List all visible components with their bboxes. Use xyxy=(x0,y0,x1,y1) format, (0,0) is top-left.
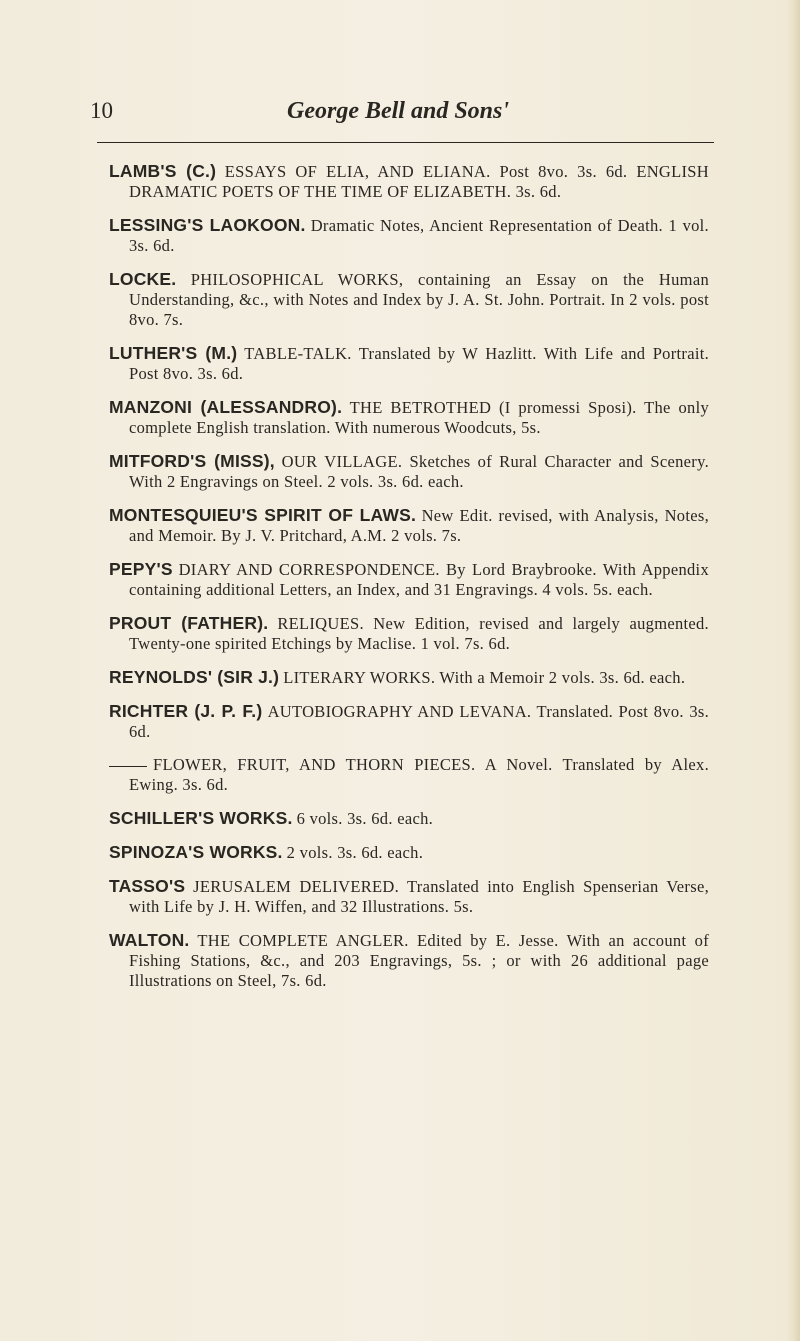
catalogue-entry xyxy=(109,397,709,438)
catalogue-entries xyxy=(109,161,709,1004)
catalogue-entry xyxy=(109,930,709,991)
catalogue-entry xyxy=(109,613,709,654)
running-title: George Bell and Sons' xyxy=(287,98,510,124)
entry-author: REYNOLDS' (SIR J.) xyxy=(109,667,280,687)
catalogue-entry xyxy=(109,559,709,600)
entry-text: DIARY AND CORRESPONDENCE. By Lord Braybrooke. With Appendix containing additional Letters, an Index, and 31 Engravings. 4 vols. 5s. each. xyxy=(129,560,709,599)
catalogue-entry xyxy=(109,701,709,742)
catalogue-entry xyxy=(109,343,709,384)
entry-text: PHILOSOPHICAL WORKS, containing an Essay on the Human Understanding, &c., with Notes and Index by J. A. St. John. Portrait. In 2 vols. post 8vo. 7s. xyxy=(129,270,709,329)
catalogue-entry xyxy=(109,755,709,795)
entry-text: THE BETROTHED (I promessi Sposi). The only complete English translation. With numerous Woodcuts, 5s. xyxy=(129,398,710,437)
entry-text: ESSAYS OF ELIA, AND ELIANA. Post 8vo. 3s. 6d. ENGLISH DRAMATIC POETS OF THE TIME OF ELIZABETH. 3s. 6d. xyxy=(129,162,709,201)
entry-author: LOCKE. xyxy=(109,269,177,289)
entry-author: PROUT (FATHER). xyxy=(109,613,269,633)
entry-text: RELIQUES. New Edition, revised and largely augmented. Twenty-one spirited Etchings by Maclise. 1 vol. 7s. 6d. xyxy=(129,614,709,653)
page-edge xyxy=(786,0,800,1341)
entry-author: TASSO'S xyxy=(109,876,186,896)
entry-text: LITERARY WORKS. With a Memoir 2 vols. 3s. 6d. each. xyxy=(283,668,686,687)
entry-text: TABLE-TALK. Translated by W Hazlitt. With Life and Portrait. Post 8vo. 3s. 6d. xyxy=(129,344,710,383)
page-number: 10 xyxy=(90,98,113,123)
catalogue-entry xyxy=(109,451,709,492)
catalogue-entry xyxy=(109,808,709,829)
catalogue-entry xyxy=(109,667,709,688)
catalogue-entry xyxy=(109,842,709,863)
entry-text: JERUSALEM DELIVERED. Translated into English Spenserian Verse, with Life by J. H. Wiffen, and 32 Illustrations. 5s. xyxy=(129,877,709,916)
entry-text: FLOWER, FRUIT, AND THORN PIECES. A Novel. Translated by Alex. Ewing. 3s. 6d. xyxy=(129,755,709,794)
entry-author: PEPY'S xyxy=(109,559,173,579)
entry-author: MANZONI (ALESSANDRO). xyxy=(109,397,343,417)
entry-author: SCHILLER'S WORKS. xyxy=(109,808,293,828)
entry-author: RICHTER (J. P. F.) xyxy=(109,701,263,721)
entry-author: LAMB'S (C.) xyxy=(109,161,217,181)
entry-author: WALTON. xyxy=(109,930,190,950)
entry-author: LUTHER'S (M.) xyxy=(109,343,238,363)
catalogue-entry xyxy=(109,505,709,546)
catalogue-entry xyxy=(109,161,709,202)
entry-text: 2 vols. 3s. 6d. each. xyxy=(286,843,424,862)
entry-text: 6 vols. 3s. 6d. each. xyxy=(296,809,434,828)
entry-author: MONTESQUIEU'S SPIRIT OF LAWS. xyxy=(109,505,417,525)
entry-text: New Edit. revised, with Analysis, Notes, and Memoir. By J. V. Pritchard, A.M. 2 vols. 7s. xyxy=(129,506,710,545)
entry-text: THE COMPLETE ANGLER. Edited by E. Jesse. With an account of Fishing Stations, &c., and 203 Engravings, 5s. ; or with 26 additional page Illustrations on Steel, 7s. 6d. xyxy=(129,931,709,990)
catalogue-entry xyxy=(109,269,709,330)
entry-text: OUR VILLAGE. Sketches of Rural Character and Scenery. With 2 Engravings on Steel. 2 vols. 3s. 6d. each. xyxy=(129,452,709,491)
entry-text: Dramatic Notes, Ancient Representation of Death. 1 vol. 3s. 6d. xyxy=(129,216,709,255)
page-header xyxy=(90,98,710,138)
header-rule xyxy=(97,142,714,143)
entry-author: SPINOZA'S WORKS. xyxy=(109,842,283,862)
entry-author: LESSING'S LAOKOON. xyxy=(109,215,306,235)
entry-text: AUTOBIOGRAPHY AND LEVANA. Translated. Post 8vo. 3s. 6d. xyxy=(129,702,710,741)
entry-author: MITFORD'S (MISS), xyxy=(109,451,275,471)
catalogue-entry xyxy=(109,215,709,256)
ditto-dash xyxy=(109,766,147,767)
catalogue-entry xyxy=(109,876,709,917)
